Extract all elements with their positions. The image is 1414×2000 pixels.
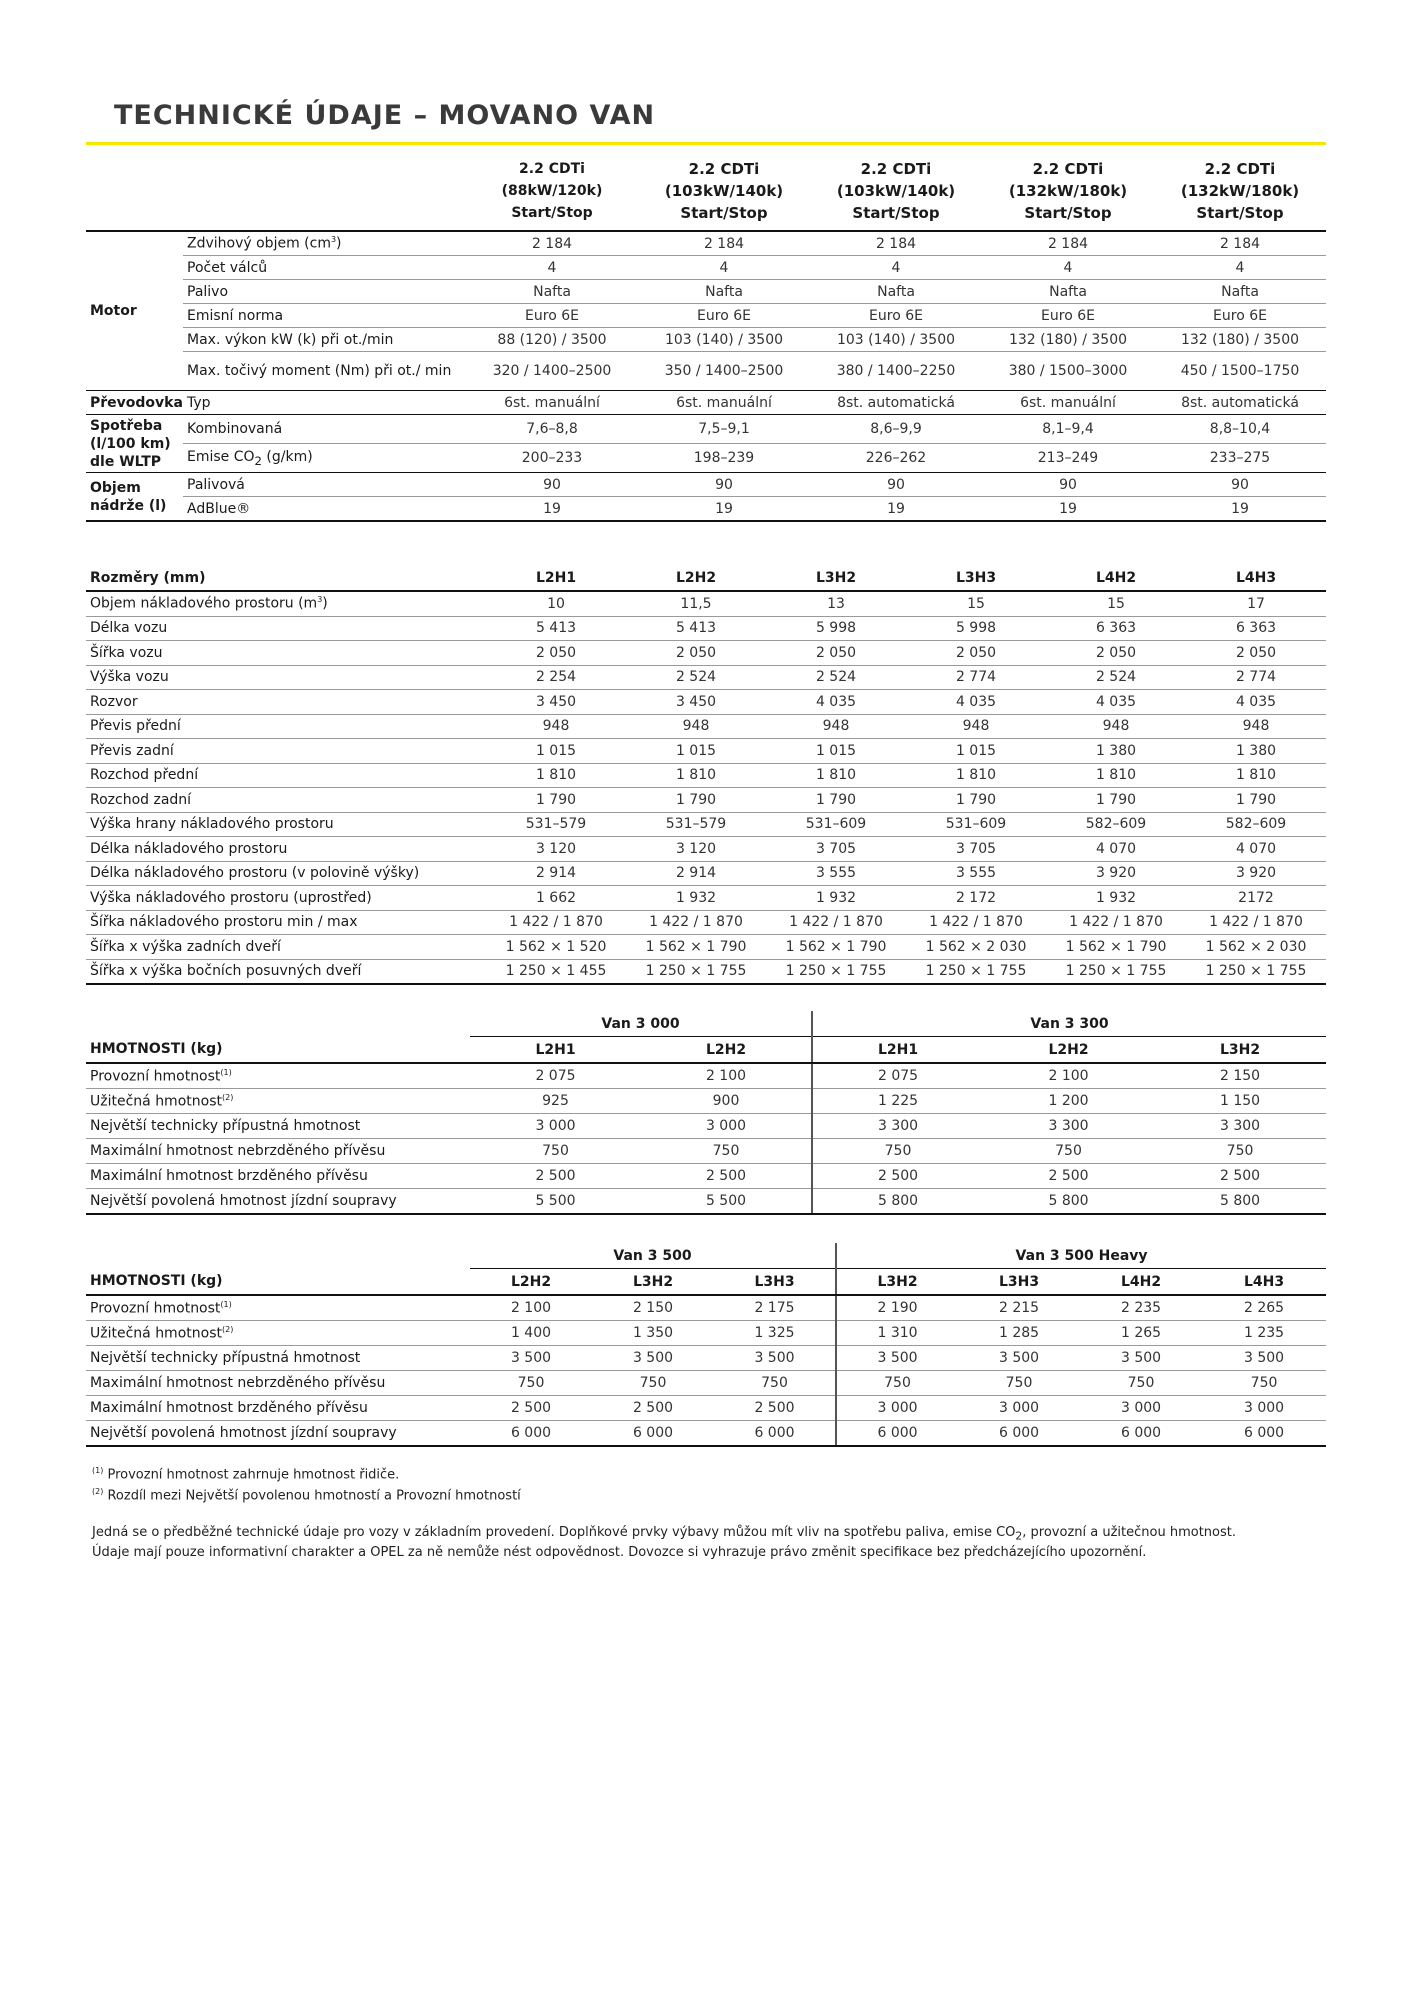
table-row bbox=[86, 1189, 1326, 1215]
row-label: Největší povolená hmotnost jízdní soupravy bbox=[86, 1189, 470, 1215]
footnote: $^{(1)}$ Provozní hmotnost zahrnuje hmotnost řidiče. bbox=[92, 1466, 400, 1483]
column-header: L3H3 bbox=[714, 1269, 836, 1296]
footnote: $^{(2)}$ Rozdíl mezi Největší povolenou hmotností a Provozní hmotností bbox=[92, 1487, 521, 1504]
row-label: Délka vozu bbox=[86, 616, 486, 641]
table-cell: 3 000 bbox=[958, 1396, 1080, 1421]
table-row: Počet válců 4 4 4 4 4 bbox=[86, 256, 1326, 280]
table-cell: 5 413 bbox=[486, 616, 626, 641]
table-row: Emisní norma Euro 6E Euro 6E Euro 6E Euro 6E Euro 6E bbox=[86, 304, 1326, 328]
table-cell: 1 250 × 1 455 bbox=[486, 959, 626, 984]
row-label: Emisní norma bbox=[183, 304, 466, 328]
table-cell: 5 800 bbox=[812, 1189, 983, 1215]
table-cell: 948 bbox=[626, 714, 766, 739]
row-label: Počet válců bbox=[183, 256, 466, 280]
table-cell: 2 524 bbox=[1046, 665, 1186, 690]
row-label: Emise $CO_2$ (g/km) bbox=[183, 444, 466, 473]
table-row bbox=[86, 788, 1326, 813]
table-cell: 4 035 bbox=[1186, 690, 1326, 715]
table-cell: 5 800 bbox=[983, 1189, 1154, 1215]
column-header: L4H3 bbox=[1202, 1269, 1326, 1296]
table-row bbox=[86, 812, 1326, 837]
table-row bbox=[86, 665, 1326, 690]
table-cell: 3 500 bbox=[470, 1346, 592, 1371]
table-cell: 1 932 bbox=[766, 886, 906, 911]
row-label: Převis přední bbox=[86, 714, 486, 739]
column-header: L4H2 bbox=[1046, 566, 1186, 591]
table-row bbox=[86, 837, 1326, 862]
group-header: Van 3 500 Heavy bbox=[836, 1243, 1326, 1269]
table-cell: 948 bbox=[1186, 714, 1326, 739]
table-cell: 1 225 bbox=[812, 1089, 983, 1114]
table-cell: 1 562 × 2 030 bbox=[1186, 935, 1326, 960]
table-cell: 3 000 bbox=[836, 1396, 958, 1421]
engine-column-header: 2.2 CDTi (132kW/180k) Start/Stop bbox=[1154, 158, 1326, 231]
table-cell: 3 000 bbox=[470, 1114, 641, 1139]
table-cell: 750 bbox=[1202, 1371, 1326, 1396]
table-cell: 1 422 / 1 870 bbox=[486, 910, 626, 935]
column-header: L2H2 bbox=[470, 1269, 592, 1296]
table-cell: 2 050 bbox=[1046, 641, 1186, 666]
table-cell: 1 235 bbox=[1202, 1321, 1326, 1346]
table-cell: 1 015 bbox=[486, 739, 626, 764]
table-cell: 1 150 bbox=[1154, 1089, 1326, 1114]
table-cell: 2 500 bbox=[592, 1396, 714, 1421]
table-cell: 948 bbox=[1046, 714, 1186, 739]
table-cell: 1 790 bbox=[906, 788, 1046, 813]
table-cell: 531–609 bbox=[906, 812, 1046, 837]
table-cell: 3 500 bbox=[1202, 1346, 1326, 1371]
table-cell: 948 bbox=[486, 714, 626, 739]
table-cell: 4 035 bbox=[766, 690, 906, 715]
table-cell: 1 015 bbox=[766, 739, 906, 764]
dimensions-header: Rozměry (mm) bbox=[86, 566, 486, 591]
table-cell: 13 bbox=[766, 591, 906, 616]
table-cell: 948 bbox=[766, 714, 906, 739]
table-cell: 1 250 × 1 755 bbox=[1186, 959, 1326, 984]
table-cell: 1 562 × 2 030 bbox=[906, 935, 1046, 960]
table-cell: 1 350 bbox=[592, 1321, 714, 1346]
table-row bbox=[86, 1321, 1326, 1346]
table-cell: 5 500 bbox=[470, 1189, 641, 1215]
table-cell: 1 422 / 1 870 bbox=[766, 910, 906, 935]
group-label-tank: Objem nádrže (l) bbox=[86, 473, 183, 522]
column-header: L2H2 bbox=[641, 1037, 812, 1064]
table-cell: 1 422 / 1 870 bbox=[626, 910, 766, 935]
footnotes bbox=[92, 1462, 521, 1505]
table-cell: 2 050 bbox=[1186, 641, 1326, 666]
table-cell: 2172 bbox=[1186, 886, 1326, 911]
table-row bbox=[86, 935, 1326, 960]
table-row: Motor Zdvihový objem $(cm^3)$ 2 184 2 184 2 184 2 184 2 184 bbox=[86, 231, 1326, 256]
table-cell: 1 562 × 1 520 bbox=[486, 935, 626, 960]
table-cell: 1 562 × 1 790 bbox=[626, 935, 766, 960]
row-label: Kombinovaná bbox=[183, 415, 466, 444]
table-cell: 5 413 bbox=[626, 616, 766, 641]
table-cell: 2 500 bbox=[812, 1164, 983, 1189]
row-label: Délka nákladového prostoru bbox=[86, 837, 486, 862]
row-label: Maximální hmotnost nebrzděného přívěsu bbox=[86, 1139, 470, 1164]
table-cell: 1 250 × 1 755 bbox=[626, 959, 766, 984]
table-cell: 3 000 bbox=[1202, 1396, 1326, 1421]
table-cell: 3 920 bbox=[1046, 861, 1186, 886]
table-row bbox=[86, 1421, 1326, 1447]
row-label: Výška vozu bbox=[86, 665, 486, 690]
group-header-row bbox=[86, 1011, 1326, 1037]
table-cell: 1 790 bbox=[1186, 788, 1326, 813]
row-label: Největší povolená hmotnost jízdní soupravy bbox=[86, 1421, 470, 1447]
table-cell: 750 bbox=[1154, 1139, 1326, 1164]
column-header: L4H2 bbox=[1080, 1269, 1202, 1296]
table-cell: 2 100 bbox=[470, 1295, 592, 1321]
table-cell: 2 500 bbox=[641, 1164, 812, 1189]
table-cell: 3 450 bbox=[626, 690, 766, 715]
table-cell: 2 500 bbox=[714, 1396, 836, 1421]
row-label: Provozní hmotnost$^{(1)}$ bbox=[86, 1295, 470, 1321]
group-label-consumption: Spotřeba (l/100 km) dle WLTP bbox=[86, 415, 183, 473]
table-cell: 2 050 bbox=[486, 641, 626, 666]
table-cell: 3 555 bbox=[906, 861, 1046, 886]
table-row bbox=[86, 641, 1326, 666]
table-cell: 1 790 bbox=[626, 788, 766, 813]
table-cell: 1 380 bbox=[1046, 739, 1186, 764]
table-cell: 2 500 bbox=[1154, 1164, 1326, 1189]
weights-header-row bbox=[86, 1037, 1326, 1064]
row-label: Délka nákladového prostoru (v polovině výšky) bbox=[86, 861, 486, 886]
table-cell: 2 175 bbox=[714, 1295, 836, 1321]
group-label-motor: Motor bbox=[86, 231, 183, 391]
column-header: L3H3 bbox=[906, 566, 1046, 591]
table-cell: 1 810 bbox=[626, 763, 766, 788]
table-cell: 3 555 bbox=[766, 861, 906, 886]
column-header: L2H1 bbox=[470, 1037, 641, 1064]
table-cell: 6 000 bbox=[1202, 1421, 1326, 1447]
title-rule bbox=[86, 142, 1326, 145]
row-label: Převis zadní bbox=[86, 739, 486, 764]
table-row bbox=[86, 1063, 1326, 1089]
table-cell: 1 562 × 1 790 bbox=[766, 935, 906, 960]
table-cell: 2 075 bbox=[470, 1063, 641, 1089]
row-label: Maximální hmotnost brzděného přívěsu bbox=[86, 1396, 470, 1421]
table-cell: 2 500 bbox=[983, 1164, 1154, 1189]
table-cell: 1 015 bbox=[626, 739, 766, 764]
table-row bbox=[86, 1396, 1326, 1421]
table-cell: 1 325 bbox=[714, 1321, 836, 1346]
table-cell: 2 100 bbox=[641, 1063, 812, 1089]
table-cell: 3 300 bbox=[812, 1114, 983, 1139]
table-row: Palivo Nafta Nafta Nafta Nafta Nafta bbox=[86, 280, 1326, 304]
column-header: L3H2 bbox=[766, 566, 906, 591]
table-cell: 4 035 bbox=[1046, 690, 1186, 715]
table-cell: 6 000 bbox=[714, 1421, 836, 1447]
table-cell: 1 265 bbox=[1080, 1321, 1202, 1346]
table-cell: 3 000 bbox=[1080, 1396, 1202, 1421]
table-row bbox=[86, 1371, 1326, 1396]
column-header: L3H2 bbox=[592, 1269, 714, 1296]
table-row bbox=[86, 1164, 1326, 1189]
weights-header: HMOTNOSTI (kg) bbox=[86, 1037, 470, 1064]
engine-column-header: 2.2 CDTi (132kW/180k) Start/Stop bbox=[982, 158, 1154, 231]
table-row bbox=[86, 1295, 1326, 1321]
column-header: L2H2 bbox=[983, 1037, 1154, 1064]
row-label: Rozchod přední bbox=[86, 763, 486, 788]
table-cell: 6 000 bbox=[592, 1421, 714, 1447]
engine-column-header: 2.2 CDTi (88kW/120k) Start/Stop bbox=[466, 158, 638, 231]
row-label: Max. výkon kW (k) při ot./min bbox=[183, 328, 466, 352]
engine-header-row bbox=[86, 158, 1326, 231]
row-label: Provozní hmotnost$^{(1)}$ bbox=[86, 1063, 470, 1089]
table-row bbox=[86, 886, 1326, 911]
weights-header: HMOTNOSTI (kg) bbox=[86, 1269, 470, 1296]
column-header: L3H3 bbox=[958, 1269, 1080, 1296]
table-cell: 2 190 bbox=[836, 1295, 958, 1321]
table-cell: 1 790 bbox=[1046, 788, 1186, 813]
table-cell: 582–609 bbox=[1186, 812, 1326, 837]
table-row bbox=[86, 1139, 1326, 1164]
table-cell: 1 932 bbox=[626, 886, 766, 911]
table-cell: 1 810 bbox=[906, 763, 1046, 788]
table-row: Max. točivý moment (Nm) při ot./ min 320 / 1400–2500 350 / 1400–2500 380 / 1400–2250 380 / 1500–3000 450 / 1500–1750 bbox=[86, 352, 1326, 391]
table-cell: 3 500 bbox=[836, 1346, 958, 1371]
table-cell: 2 075 bbox=[812, 1063, 983, 1089]
table-cell: 6 000 bbox=[470, 1421, 592, 1447]
column-header: L2H1 bbox=[812, 1037, 983, 1064]
table-cell: 1 810 bbox=[1186, 763, 1326, 788]
table-cell: 900 bbox=[641, 1089, 812, 1114]
row-label: Šířka nákladového prostoru min / max bbox=[86, 910, 486, 935]
row-label: Rozvor bbox=[86, 690, 486, 715]
table-cell: 1 200 bbox=[983, 1089, 1154, 1114]
table-cell: 750 bbox=[1080, 1371, 1202, 1396]
table-cell: 750 bbox=[470, 1139, 641, 1164]
page-title: TECHNICKÉ ÚDAJE – MOVANO VAN bbox=[114, 100, 656, 131]
table-cell: 2 150 bbox=[592, 1295, 714, 1321]
row-label: Výška hrany nákladového prostoru bbox=[86, 812, 486, 837]
table-cell: 5 998 bbox=[906, 616, 1046, 641]
table-row: Max. výkon kW (k) při ot./min 88 (120) / 3500 103 (140) / 3500 103 (140) / 3500 132 (180) / 3500 132 (180) / 3500 bbox=[86, 328, 1326, 352]
table-row bbox=[86, 1089, 1326, 1114]
table-cell: 6 000 bbox=[1080, 1421, 1202, 1447]
table-cell: 750 bbox=[836, 1371, 958, 1396]
group-header: Van 3 500 bbox=[470, 1243, 836, 1269]
table-cell: 750 bbox=[641, 1139, 812, 1164]
row-label: Největší technicky přípustná hmotnost bbox=[86, 1114, 470, 1139]
table-cell: 948 bbox=[906, 714, 1046, 739]
table-cell: 1 400 bbox=[470, 1321, 592, 1346]
table-cell: 17 bbox=[1186, 591, 1326, 616]
table-cell: 2 235 bbox=[1080, 1295, 1202, 1321]
row-label: AdBlue® bbox=[183, 497, 466, 522]
engine-table bbox=[86, 158, 1326, 522]
table-cell: 750 bbox=[958, 1371, 1080, 1396]
table-row: AdBlue® 19 19 19 19 19 bbox=[86, 497, 1326, 522]
engine-column-header: 2.2 CDTi (103kW/140k) Start/Stop bbox=[810, 158, 982, 231]
table-row bbox=[86, 910, 1326, 935]
table-cell: 1 810 bbox=[766, 763, 906, 788]
table-cell: 2 265 bbox=[1202, 1295, 1326, 1321]
table-cell: 4 035 bbox=[906, 690, 1046, 715]
column-header: L2H2 bbox=[626, 566, 766, 591]
table-row: Převodovka Typ 6st. manuální 6st. manuální 8st. automatická 6st. manuální 8st. automatická bbox=[86, 391, 1326, 415]
table-cell: 750 bbox=[812, 1139, 983, 1164]
table-cell: 3 705 bbox=[906, 837, 1046, 862]
table-cell: 1 250 × 1 755 bbox=[766, 959, 906, 984]
table-row bbox=[86, 1114, 1326, 1139]
row-label: Výška nákladového prostoru (uprostřed) bbox=[86, 886, 486, 911]
table-cell: 1 790 bbox=[766, 788, 906, 813]
table-cell: 2 774 bbox=[1186, 665, 1326, 690]
table-cell: 2 050 bbox=[906, 641, 1046, 666]
table-cell: 750 bbox=[592, 1371, 714, 1396]
table-cell: 2 914 bbox=[486, 861, 626, 886]
weights-table-1 bbox=[86, 1011, 1326, 1215]
table-cell: 1 790 bbox=[486, 788, 626, 813]
weights-header-row bbox=[86, 1269, 1326, 1296]
group-label-gearbox: Převodovka bbox=[86, 391, 183, 415]
dimensions-table bbox=[86, 566, 1326, 985]
table-cell: 1 285 bbox=[958, 1321, 1080, 1346]
row-label: Palivová bbox=[183, 473, 466, 497]
table-cell: 3 450 bbox=[486, 690, 626, 715]
group-header: Van 3 300 bbox=[812, 1011, 1326, 1037]
table-cell: 3 120 bbox=[626, 837, 766, 862]
table-cell: 1 422 / 1 870 bbox=[1046, 910, 1186, 935]
table-cell: 3 500 bbox=[958, 1346, 1080, 1371]
table-cell: 3 500 bbox=[1080, 1346, 1202, 1371]
row-label: Šířka x výška bočních posuvných dveří bbox=[86, 959, 486, 984]
row-label: Objem nákladového prostoru $(m^3)$ bbox=[86, 591, 486, 616]
weights-table-2 bbox=[86, 1243, 1326, 1447]
table-row: Objem nádrže (l) Palivová 90 90 90 90 90 bbox=[86, 473, 1326, 497]
table-cell: 6 000 bbox=[958, 1421, 1080, 1447]
table-cell: 2 500 bbox=[470, 1164, 641, 1189]
table-cell: 750 bbox=[714, 1371, 836, 1396]
table-cell: 2 050 bbox=[626, 641, 766, 666]
table-cell: 3 120 bbox=[486, 837, 626, 862]
table-cell: 1 422 / 1 870 bbox=[1186, 910, 1326, 935]
table-cell: 3 500 bbox=[714, 1346, 836, 1371]
table-cell: 531–609 bbox=[766, 812, 906, 837]
table-cell: 750 bbox=[983, 1139, 1154, 1164]
column-header: L4H3 bbox=[1186, 566, 1326, 591]
table-cell: 3 500 bbox=[592, 1346, 714, 1371]
table-cell: 3 920 bbox=[1186, 861, 1326, 886]
table-cell: 2 215 bbox=[958, 1295, 1080, 1321]
row-label: Maximální hmotnost brzděného přívěsu bbox=[86, 1164, 470, 1189]
column-header: L3H2 bbox=[1154, 1037, 1326, 1064]
table-cell: 750 bbox=[470, 1371, 592, 1396]
table-cell: 2 050 bbox=[766, 641, 906, 666]
table-cell: 3 300 bbox=[1154, 1114, 1326, 1139]
group-header-row bbox=[86, 1243, 1326, 1269]
table-cell: 3 705 bbox=[766, 837, 906, 862]
table-row bbox=[86, 591, 1326, 616]
table-cell: 10 bbox=[486, 591, 626, 616]
table-cell: 1 380 bbox=[1186, 739, 1326, 764]
table-cell: 5 500 bbox=[641, 1189, 812, 1215]
table-row bbox=[86, 690, 1326, 715]
row-label: Max. točivý moment (Nm) při ot./ min bbox=[183, 352, 466, 391]
table-cell: 925 bbox=[470, 1089, 641, 1114]
table-row: Spotřeba (l/100 km) dle WLTP Kombinovaná 7,6–8,8 7,5–9,1 8,6–9,9 8,1–9,4 8,8–10,4 bbox=[86, 415, 1326, 444]
table-cell: 2 150 bbox=[1154, 1063, 1326, 1089]
table-row bbox=[86, 861, 1326, 886]
table-cell: 1 310 bbox=[836, 1321, 958, 1346]
group-header: Van 3 000 bbox=[470, 1011, 812, 1037]
table-cell: 1 250 × 1 755 bbox=[906, 959, 1046, 984]
table-cell: 6 000 bbox=[836, 1421, 958, 1447]
table-cell: 2 100 bbox=[983, 1063, 1154, 1089]
table-cell: 15 bbox=[1046, 591, 1186, 616]
row-label: Užitečná hmotnost$^{(2)}$ bbox=[86, 1321, 470, 1346]
table-cell: 2 774 bbox=[906, 665, 1046, 690]
table-cell: 1 810 bbox=[486, 763, 626, 788]
table-cell: 4 070 bbox=[1046, 837, 1186, 862]
table-cell: 4 070 bbox=[1186, 837, 1326, 862]
table-cell: 2 524 bbox=[626, 665, 766, 690]
table-cell: 531–579 bbox=[626, 812, 766, 837]
table-cell: 5 998 bbox=[766, 616, 906, 641]
table-cell: 15 bbox=[906, 591, 1046, 616]
table-cell: 531–579 bbox=[486, 812, 626, 837]
table-cell: 1 810 bbox=[1046, 763, 1186, 788]
table-cell: 5 800 bbox=[1154, 1189, 1326, 1215]
table-row bbox=[86, 1346, 1326, 1371]
table-cell: 3 300 bbox=[983, 1114, 1154, 1139]
table-cell: 1 422 / 1 870 bbox=[906, 910, 1046, 935]
engine-column-header: 2.2 CDTi (103kW/140k) Start/Stop bbox=[638, 158, 810, 231]
dimensions-header-row bbox=[86, 566, 1326, 591]
table-row bbox=[86, 763, 1326, 788]
table-row bbox=[86, 959, 1326, 984]
row-label: Šířka x výška zadních dveří bbox=[86, 935, 486, 960]
column-header: L2H1 bbox=[486, 566, 626, 591]
table-cell: 2 500 bbox=[470, 1396, 592, 1421]
row-label: Typ bbox=[183, 391, 466, 415]
table-row bbox=[86, 616, 1326, 641]
row-label: Šířka vozu bbox=[86, 641, 486, 666]
table-cell: 582–609 bbox=[1046, 812, 1186, 837]
table-cell: 6 363 bbox=[1046, 616, 1186, 641]
table-cell: 2 254 bbox=[486, 665, 626, 690]
row-label: Maximální hmotnost nebrzděného přívěsu bbox=[86, 1371, 470, 1396]
table-cell: 2 914 bbox=[626, 861, 766, 886]
table-cell: 1 562 × 1 790 bbox=[1046, 935, 1186, 960]
table-cell: 2 524 bbox=[766, 665, 906, 690]
row-label: Užitečná hmotnost$^{(2)}$ bbox=[86, 1089, 470, 1114]
table-cell: 11,5 bbox=[626, 591, 766, 616]
table-cell: 6 363 bbox=[1186, 616, 1326, 641]
table-cell: 3 000 bbox=[641, 1114, 812, 1139]
table-cell: 1 015 bbox=[906, 739, 1046, 764]
row-label: Palivo bbox=[183, 280, 466, 304]
table-cell: 2 172 bbox=[906, 886, 1046, 911]
table-cell: 1 662 bbox=[486, 886, 626, 911]
table-row bbox=[86, 739, 1326, 764]
table-cell: 1 250 × 1 755 bbox=[1046, 959, 1186, 984]
table-row: Emise $CO_2$ (g/km) 200–233 198–239 226–262 213–249 233–275 bbox=[86, 444, 1326, 473]
row-label: Největší technicky přípustná hmotnost bbox=[86, 1346, 470, 1371]
table-row bbox=[86, 714, 1326, 739]
row-label: Rozchod zadní bbox=[86, 788, 486, 813]
row-label: Zdvihový objem $(cm^3)$ bbox=[183, 231, 466, 256]
column-header: L3H2 bbox=[836, 1269, 958, 1296]
disclaimer: Jedná se o předběžné technické údaje pro vozy v základním provedení. Doplňkové prvky výbavy můžou mít vliv na spotřebu paliva, emise $CO_2$, provozní a užitečnou hmotnost. Údaje mají pouze informativní charakter a OPEL za ně nemůže nést odpovědnost. Dovozce si vyhrazuje právo změnit specifikace bez předcházejícího upozornění. bbox=[92, 1525, 1236, 1560]
table-cell: 1 932 bbox=[1046, 886, 1186, 911]
